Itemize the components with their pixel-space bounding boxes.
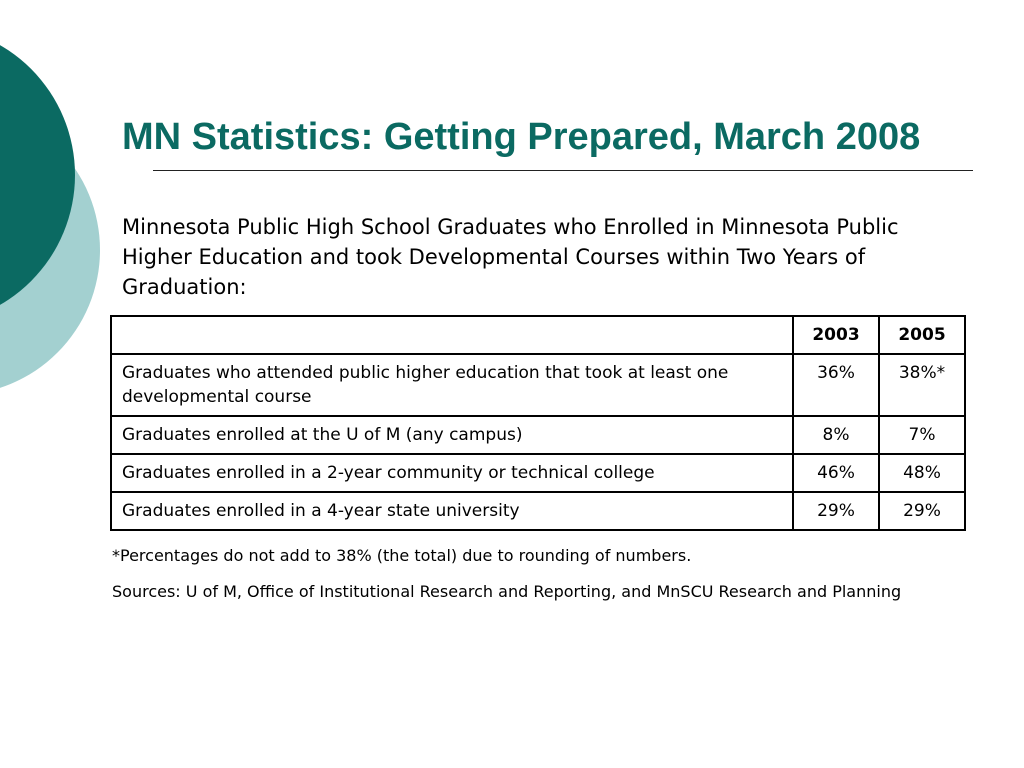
table-row <box>111 416 965 454</box>
row-value-2005: 29% <box>879 492 965 530</box>
table-header-label <box>111 316 793 354</box>
row-label: Graduates enrolled in a 2-year community or technical college <box>111 454 793 492</box>
row-value-2005: 7% <box>879 416 965 454</box>
row-label: Graduates enrolled at the U of M (any campus) <box>111 416 793 454</box>
table-header-2005: 2005 <box>879 316 965 354</box>
row-value-2003: 46% <box>793 454 879 492</box>
title-divider <box>153 170 973 171</box>
statistics-table <box>110 315 966 531</box>
row-value-2003: 29% <box>793 492 879 530</box>
sources-note: Sources: U of M, Office of Institutional Research and Reporting, and MnSCU Research and Planning <box>112 582 902 601</box>
slide-subtitle: Minnesota Public High School Graduates who Enrolled in Minnesota Public Higher Education and took Developmental Courses within Two Years of Graduation: <box>122 215 899 299</box>
row-value-2003: 8% <box>793 416 879 454</box>
slide-title: MN Statistics: Getting Prepared, March 2008 <box>122 116 921 158</box>
table-row <box>111 454 965 492</box>
footnote: *Percentages do not add to 38% (the total) due to rounding of numbers. <box>112 546 692 565</box>
table-header-row <box>111 316 965 354</box>
row-label: Graduates who attended public higher education that took at least one developmental course <box>111 354 793 416</box>
row-value-2005: 48% <box>879 454 965 492</box>
table-row <box>111 492 965 530</box>
table-header-2003: 2003 <box>793 316 879 354</box>
row-value-2003: 36% <box>793 354 879 416</box>
row-label: Graduates enrolled in a 4-year state university <box>111 492 793 530</box>
row-value-2005: 38%* <box>879 354 965 416</box>
table-row <box>111 354 965 416</box>
